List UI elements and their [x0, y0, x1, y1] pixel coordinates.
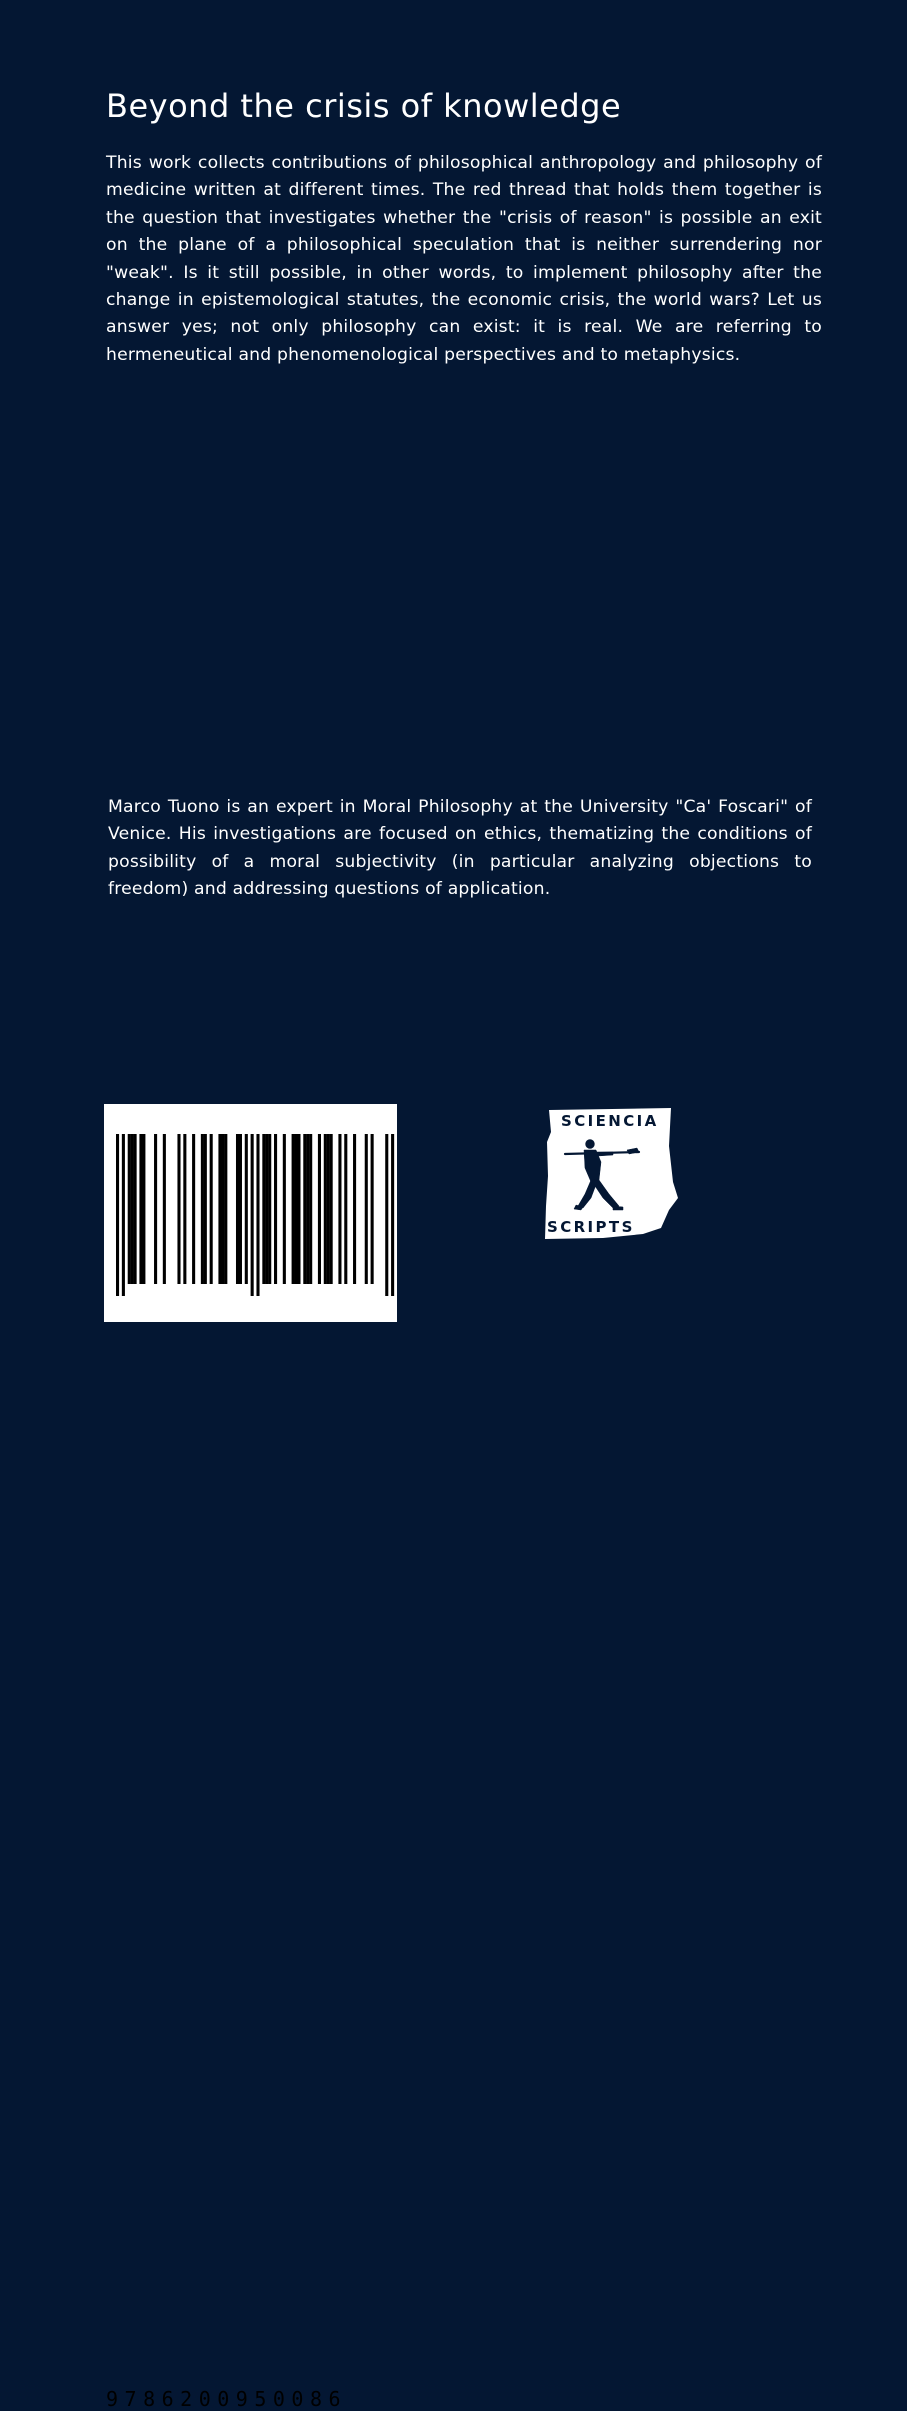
barcode-bar — [306, 1134, 309, 1284]
barcode-bar — [183, 1134, 186, 1284]
barcode-bar — [239, 1134, 242, 1284]
barcode-bar — [256, 1134, 259, 1296]
barcode-bar — [236, 1134, 239, 1284]
barcode-bar — [338, 1134, 341, 1284]
barcode-bar — [163, 1134, 166, 1284]
barcode-bar — [309, 1134, 312, 1284]
barcode-bar — [283, 1134, 286, 1284]
isbn-digits: 9786200950086 — [106, 2387, 348, 2411]
barcode-bar — [292, 1134, 295, 1284]
barcode-bar — [221, 1134, 224, 1284]
barcode-bar — [295, 1134, 298, 1284]
barcode-bar — [210, 1134, 213, 1284]
barcode-bar — [365, 1134, 368, 1284]
barcode-bar — [224, 1134, 227, 1284]
barcode-bar — [353, 1134, 356, 1284]
book-description: This work collects contributions of philosophical anthropology and philosophy of medicine written at different times. The red thread that holds them together is the question that investigates whether the "crisis of reason" is possible an exit on the plane of a philosophical speculation that is neither surrendering nor "weak". Is it still possible, in other words, to implement philosophy after the change in epistemological statutes, the economic crisis, the world wars? Let us answer yes; not only philosophy can exist: it is real. We are referring to hermeneutical and phenomenological perspectives and to metaphysics. — [106, 153, 822, 365]
barcode-bar — [204, 1134, 207, 1284]
isbn-barcode — [104, 1104, 397, 2411]
barcode-bar — [268, 1134, 271, 1284]
barcode-bar — [318, 1134, 321, 1284]
barcode-bar — [327, 1134, 330, 1284]
book-title: Beyond the crisis of knowledge — [106, 87, 622, 125]
barcode-bar — [134, 1134, 137, 1284]
barcode-bar — [265, 1134, 268, 1284]
publisher-logo — [543, 1106, 681, 1242]
barcode-bar — [142, 1134, 145, 1284]
barcode-bars — [104, 1104, 397, 1322]
barcode-bar — [262, 1134, 265, 1284]
author-biography: Marco Tuono is an expert in Moral Philosophy at the University "Ca' Foscari" of Venice. His investigations are focused on ethics, thematizing the conditions of possibility of a moral subjectivity (in particular analyzing objections to freedom) and addressing questions of application. — [108, 797, 812, 900]
barcode-bar — [192, 1134, 195, 1284]
barcode-bar — [122, 1134, 125, 1296]
barcode-bar — [201, 1134, 204, 1284]
barcode-bar — [391, 1134, 394, 1296]
barcode-bar — [128, 1134, 131, 1284]
barcode-bar — [385, 1134, 388, 1296]
publisher-name-bottom: SCRIPTS — [547, 1218, 635, 1236]
barcode-bar — [330, 1134, 333, 1284]
barcode-bar — [154, 1134, 157, 1284]
barcode-bar — [303, 1134, 306, 1284]
barcode-bar — [139, 1134, 142, 1284]
barcode-bar — [116, 1134, 119, 1296]
barcode-bar — [324, 1134, 327, 1284]
publisher-name-top: SCIENCIA — [561, 1112, 659, 1130]
barcode-bar — [344, 1134, 347, 1284]
barcode-bar — [371, 1134, 374, 1284]
barcode-bar — [297, 1134, 300, 1284]
barcode-bar — [131, 1134, 134, 1284]
barcode-bar — [274, 1134, 277, 1284]
barcode-bar — [177, 1134, 180, 1284]
barcode-bar — [251, 1134, 254, 1296]
barcode-bar — [245, 1134, 248, 1284]
barcode-bar — [218, 1134, 221, 1284]
